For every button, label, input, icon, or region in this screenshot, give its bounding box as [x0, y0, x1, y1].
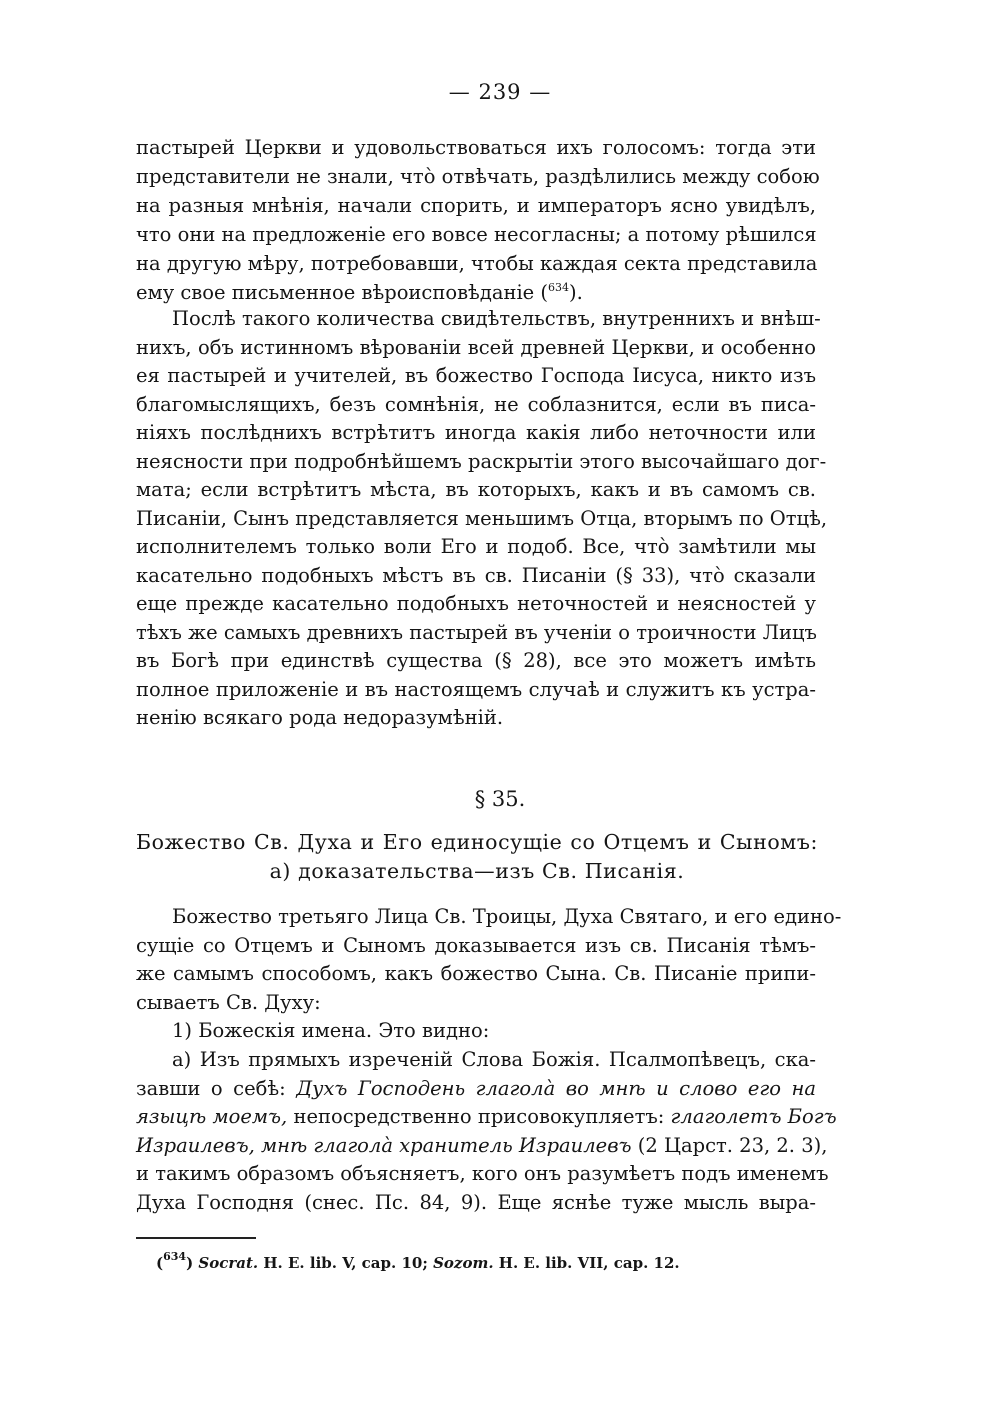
text-line: тѣхъ же самыхъ древнихъ пастырей въ ученіи о троичности Лицъ — [136, 620, 817, 644]
text-line: сущіе со Отцемъ и Сыномъ доказывается изъ св. Писанія тѣмъ- — [136, 933, 816, 957]
paragraph-continuation — [136, 133, 820, 307]
text-line — [136, 1132, 828, 1161]
page-number: — 239 — — [448, 80, 552, 104]
text-line: ніяхъ послѣднихъ встрѣтитъ иногда какія либо неточности или — [136, 421, 816, 444]
text-line: касательно подобныхъ мѣстъ въ св. Писаніи (§ 33), чтò сказали — [136, 563, 816, 587]
footnote: ($^{634}$) Socrat. H. E. lib. V, cap. 10; Sozom. H. E. lib. VII, cap. 12. — [156, 1250, 680, 1272]
text-fragment: ему свое письменное вѣроисповѣданіе ( — [136, 281, 549, 304]
text-line: а) Изъ прямыхъ изреченій Слова Божія. Псалмопѣвецъ, ска- — [172, 1047, 816, 1071]
footnote-number: 634 — [163, 1250, 187, 1263]
text-line: сываетъ Св. Духу: — [136, 990, 321, 1014]
text-line — [136, 1075, 816, 1104]
heading-line: Божество Св. Духа и Его единосущіе со Отцемъ и Сыномъ: — [136, 830, 818, 854]
scripture-quote: Израилевъ, мнѣ глаголà хранитель Израилевъ — [136, 1133, 632, 1157]
footnote-citation: H. E. lib. V, cap. 10; — [258, 1254, 434, 1272]
text-line: благомыслящихъ, безъ сомнѣнія, не соблазнится, если въ писа- — [136, 392, 816, 416]
scripture-quote: глаголетъ Богъ — [670, 1105, 837, 1129]
list-item: 1) Божескія имена. Это видно: — [172, 1019, 490, 1043]
text-line: неясности при подробнѣйшемъ раскрытіи этого высочайшаго дог- — [136, 449, 827, 473]
text-line — [136, 278, 816, 307]
text-line: на другую мѣру, потребовавши, чтобы каждая секта представила — [136, 252, 818, 275]
text-line: нихъ, объ истинномъ вѣрованіи всей древней Церкви, и особенно — [136, 335, 816, 359]
paragraph — [136, 903, 842, 1218]
text-fragment: завши о себѣ: — [136, 1076, 297, 1100]
scripture-quote: Духъ Господень глаголà во мнѣ и слово его на — [296, 1076, 816, 1100]
text-fragment: (2 Царст. 23, 2. 3), — [631, 1133, 828, 1157]
footnote-divider — [136, 1237, 256, 1239]
footnote-reference[interactable]: 634 — [548, 281, 570, 294]
text-fragment: ). — [569, 281, 583, 304]
text-line: что они на предложеніе его вовсе несогласны; а потому рѣшился — [136, 223, 817, 246]
paragraph — [136, 305, 828, 733]
section-number: § 35. — [474, 787, 526, 811]
text-line: ея пастырей и учителей, въ божество Господа Іисуса, никто изъ — [136, 364, 816, 387]
text-line: ненію всякаго рода недоразумѣній. — [136, 706, 504, 729]
heading-line: а) доказательства—изъ Св. Писанія. — [269, 859, 685, 883]
text-line: мата; если встрѣтитъ мѣста, въ которыхъ, какъ и въ самомъ св. — [136, 478, 816, 501]
text-line: Писаніи, Сынъ представляется меньшимъ Отца, вторымъ по Отцѣ, — [136, 506, 828, 530]
footnote-citation: H. E. lib. VII, cap. 12. — [493, 1254, 680, 1272]
text-line: въ Богѣ при единствѣ существа (§ 28), все это можетъ имѣть — [136, 649, 816, 672]
text-line: еще прежде касательно подобныхъ неточностей и неясностей у — [136, 592, 816, 615]
text-line: полное приложеніе и въ настоящемъ случаѣ и служитъ къ устра- — [136, 677, 816, 701]
footnote-author: Socrat. — [198, 1254, 259, 1272]
text-line: Послѣ такого количества свидѣтельствъ, внутреннихъ и внѣш- — [172, 307, 821, 330]
footnote-author: Sozom. — [433, 1254, 494, 1272]
text-line: представители не знали, чтò отвѣчать, раздѣлились между собою — [136, 165, 820, 188]
text-line: Божество третьяго Лица Св. Троицы, Духа Святаго, и его едино- — [172, 905, 842, 928]
text-line: же самымъ способомъ, какъ божество Сына. Св. Писаніе припи- — [136, 962, 816, 986]
text-line: и такимъ образомъ объясняетъ, кого онъ разумѣетъ подъ именемъ — [136, 1162, 829, 1186]
text-line — [136, 1103, 837, 1132]
text-fragment: непосредственно присовокупляетъ: — [287, 1105, 671, 1129]
section-heading — [136, 828, 818, 886]
text-line: на разныя мнѣнія, начали спорить, и императоръ ясно увидѣлъ, — [136, 194, 816, 217]
text-line: пастырей Церкви и удовольствоваться ихъ голосомъ: тогда эти — [136, 136, 816, 159]
scripture-quote: языцѣ моемъ, — [136, 1105, 288, 1129]
text-line: Духа Господня (снес. Пс. 84, 9). Еще яснѣе туже мысль выра- — [136, 1190, 816, 1214]
text-line: исполнителемъ только воли Его и подоб. Все, чтò замѣтили мы — [136, 535, 816, 558]
